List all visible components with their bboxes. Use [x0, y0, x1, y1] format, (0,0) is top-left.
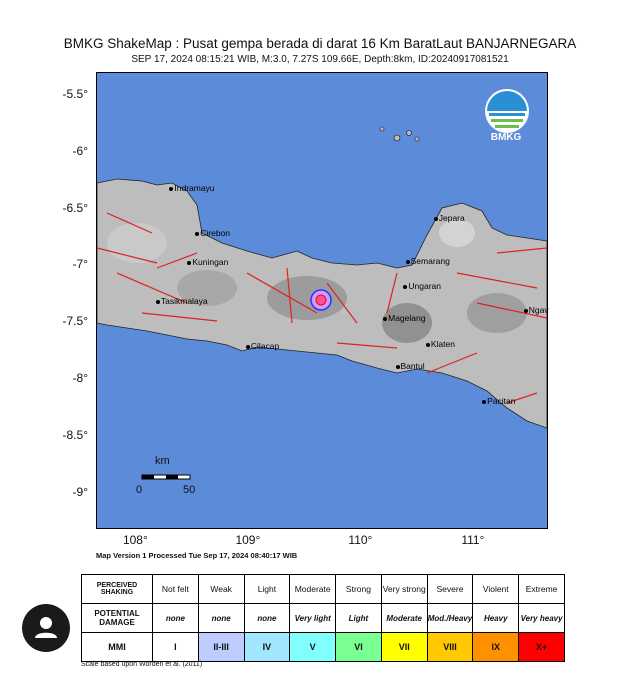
legend-cell-perceived: Not felt: [153, 575, 199, 604]
legend-cell-perceived: Weak: [198, 575, 244, 604]
y-tick-label: -7°: [72, 257, 88, 272]
y-tick-label: -6.5°: [62, 200, 88, 215]
map-version: Map Version 1 Processed Tue Sep 17, 2024 08:40:17 WIB: [96, 551, 298, 560]
legend-cell-damage: Light: [336, 604, 382, 633]
legend-cell-damage: Very light: [290, 604, 336, 633]
legend-cell-mmi: VII: [381, 633, 427, 662]
mmi-row: [82, 633, 565, 662]
avatar[interactable]: [22, 604, 70, 652]
city-label: Magelang: [388, 312, 426, 323]
city-label: Kuningan: [192, 257, 229, 268]
city-label: Jepara: [438, 212, 465, 223]
perceived-header: PERCEIVED SHAKING: [82, 575, 153, 604]
legend-cell-perceived: Strong: [336, 575, 382, 604]
legend-cell-mmi: VIII: [427, 633, 473, 662]
scale-bar-end: 50: [183, 484, 196, 496]
legend-cell-mmi: IX: [473, 633, 519, 662]
city-dot: [524, 309, 528, 313]
city-dot: [434, 217, 438, 221]
y-tick-label: -7.5°: [62, 314, 88, 329]
city-dot: [396, 365, 400, 369]
user-icon: [22, 604, 70, 652]
x-tick-label: 108°: [122, 533, 148, 547]
legend-cell-damage: Very heavy: [519, 604, 565, 633]
y-tick-label: -9°: [72, 484, 88, 499]
legend-cell-damage: Heavy: [473, 604, 519, 633]
scale-bar: [142, 475, 190, 479]
city-label: Tasikmalaya: [160, 295, 208, 306]
city-label: Ngav: [528, 304, 549, 315]
city-label: Bantul: [400, 360, 425, 371]
legend-cell-mmi: VI: [336, 633, 382, 662]
city-dot: [156, 300, 160, 304]
legend-cell-perceived: Severe: [427, 575, 473, 604]
logo-text: BMKG: [490, 132, 522, 143]
legend-cell-mmi: X+: [519, 633, 565, 662]
legend-cell-mmi: II-III: [198, 633, 244, 662]
map-title: BMKG ShakeMap : Pusat gempa berada di darat 16 Km BaratLaut BANJARNEGARA: [63, 36, 577, 51]
legend-cell-perceived: Light: [244, 575, 290, 604]
legend-cell-perceived: Extreme: [519, 575, 565, 604]
x-tick-label: 110°: [348, 533, 373, 547]
legend-cell-perceived: Very strong: [381, 575, 427, 604]
city-dot: [195, 232, 199, 236]
legend-cell-mmi: V: [290, 633, 336, 662]
epicenter-marker: [311, 290, 331, 310]
city-label: Cirebon: [200, 227, 231, 238]
legend-cell-mmi: IV: [244, 633, 290, 662]
mmi-legend-table: [81, 574, 565, 662]
legend-cell-damage: none: [198, 604, 244, 633]
city-dot: [383, 317, 387, 321]
legend-cell-damage: Moderate: [381, 604, 427, 633]
city-label: Pacitan: [487, 395, 516, 406]
city-label: Ungaran: [408, 280, 441, 291]
legend-cell-damage: none: [153, 604, 199, 633]
perceived-row: [82, 575, 565, 604]
scale-bar-unit: km: [155, 455, 170, 467]
mmi-header: MMI: [82, 633, 153, 662]
bmkg-logo: [485, 89, 529, 133]
scale-note: Scale based upon Worden et al. (2011): [81, 661, 203, 668]
y-tick-label: -8°: [72, 371, 88, 386]
map-subtitle: SEP 17, 2024 08:15:21 WIB, M:3.0, 7.27S 109.66E, Depth:8km, ID:20240917081521: [131, 54, 509, 65]
city-dot: [482, 400, 486, 404]
damage-header: POTENTIAL DAMAGE: [82, 604, 153, 633]
legend-cell-damage: Mod./Heavy: [427, 604, 473, 633]
legend-cell-damage: none: [244, 604, 290, 633]
x-tick-label: 109°: [235, 533, 261, 547]
y-tick-label: -5.5°: [62, 86, 88, 101]
legend-cell-perceived: Violent: [473, 575, 519, 604]
scale-bar-start: 0: [136, 484, 143, 496]
y-tick-label: -8.5°: [62, 428, 88, 442]
legend-cell-mmi: I: [153, 633, 199, 662]
city-label: Semarang: [410, 255, 450, 266]
legend-cell-perceived: Moderate: [290, 575, 336, 604]
city-dot: [426, 343, 430, 347]
x-tick-label: 111°: [461, 533, 485, 547]
city-label: Indramayu: [174, 183, 215, 194]
y-tick-label: -6°: [72, 143, 88, 158]
city-dot: [406, 260, 410, 264]
damage-row: [82, 604, 565, 633]
city-label: Klaten: [430, 339, 455, 349]
city-label: Cilacap: [250, 341, 280, 352]
